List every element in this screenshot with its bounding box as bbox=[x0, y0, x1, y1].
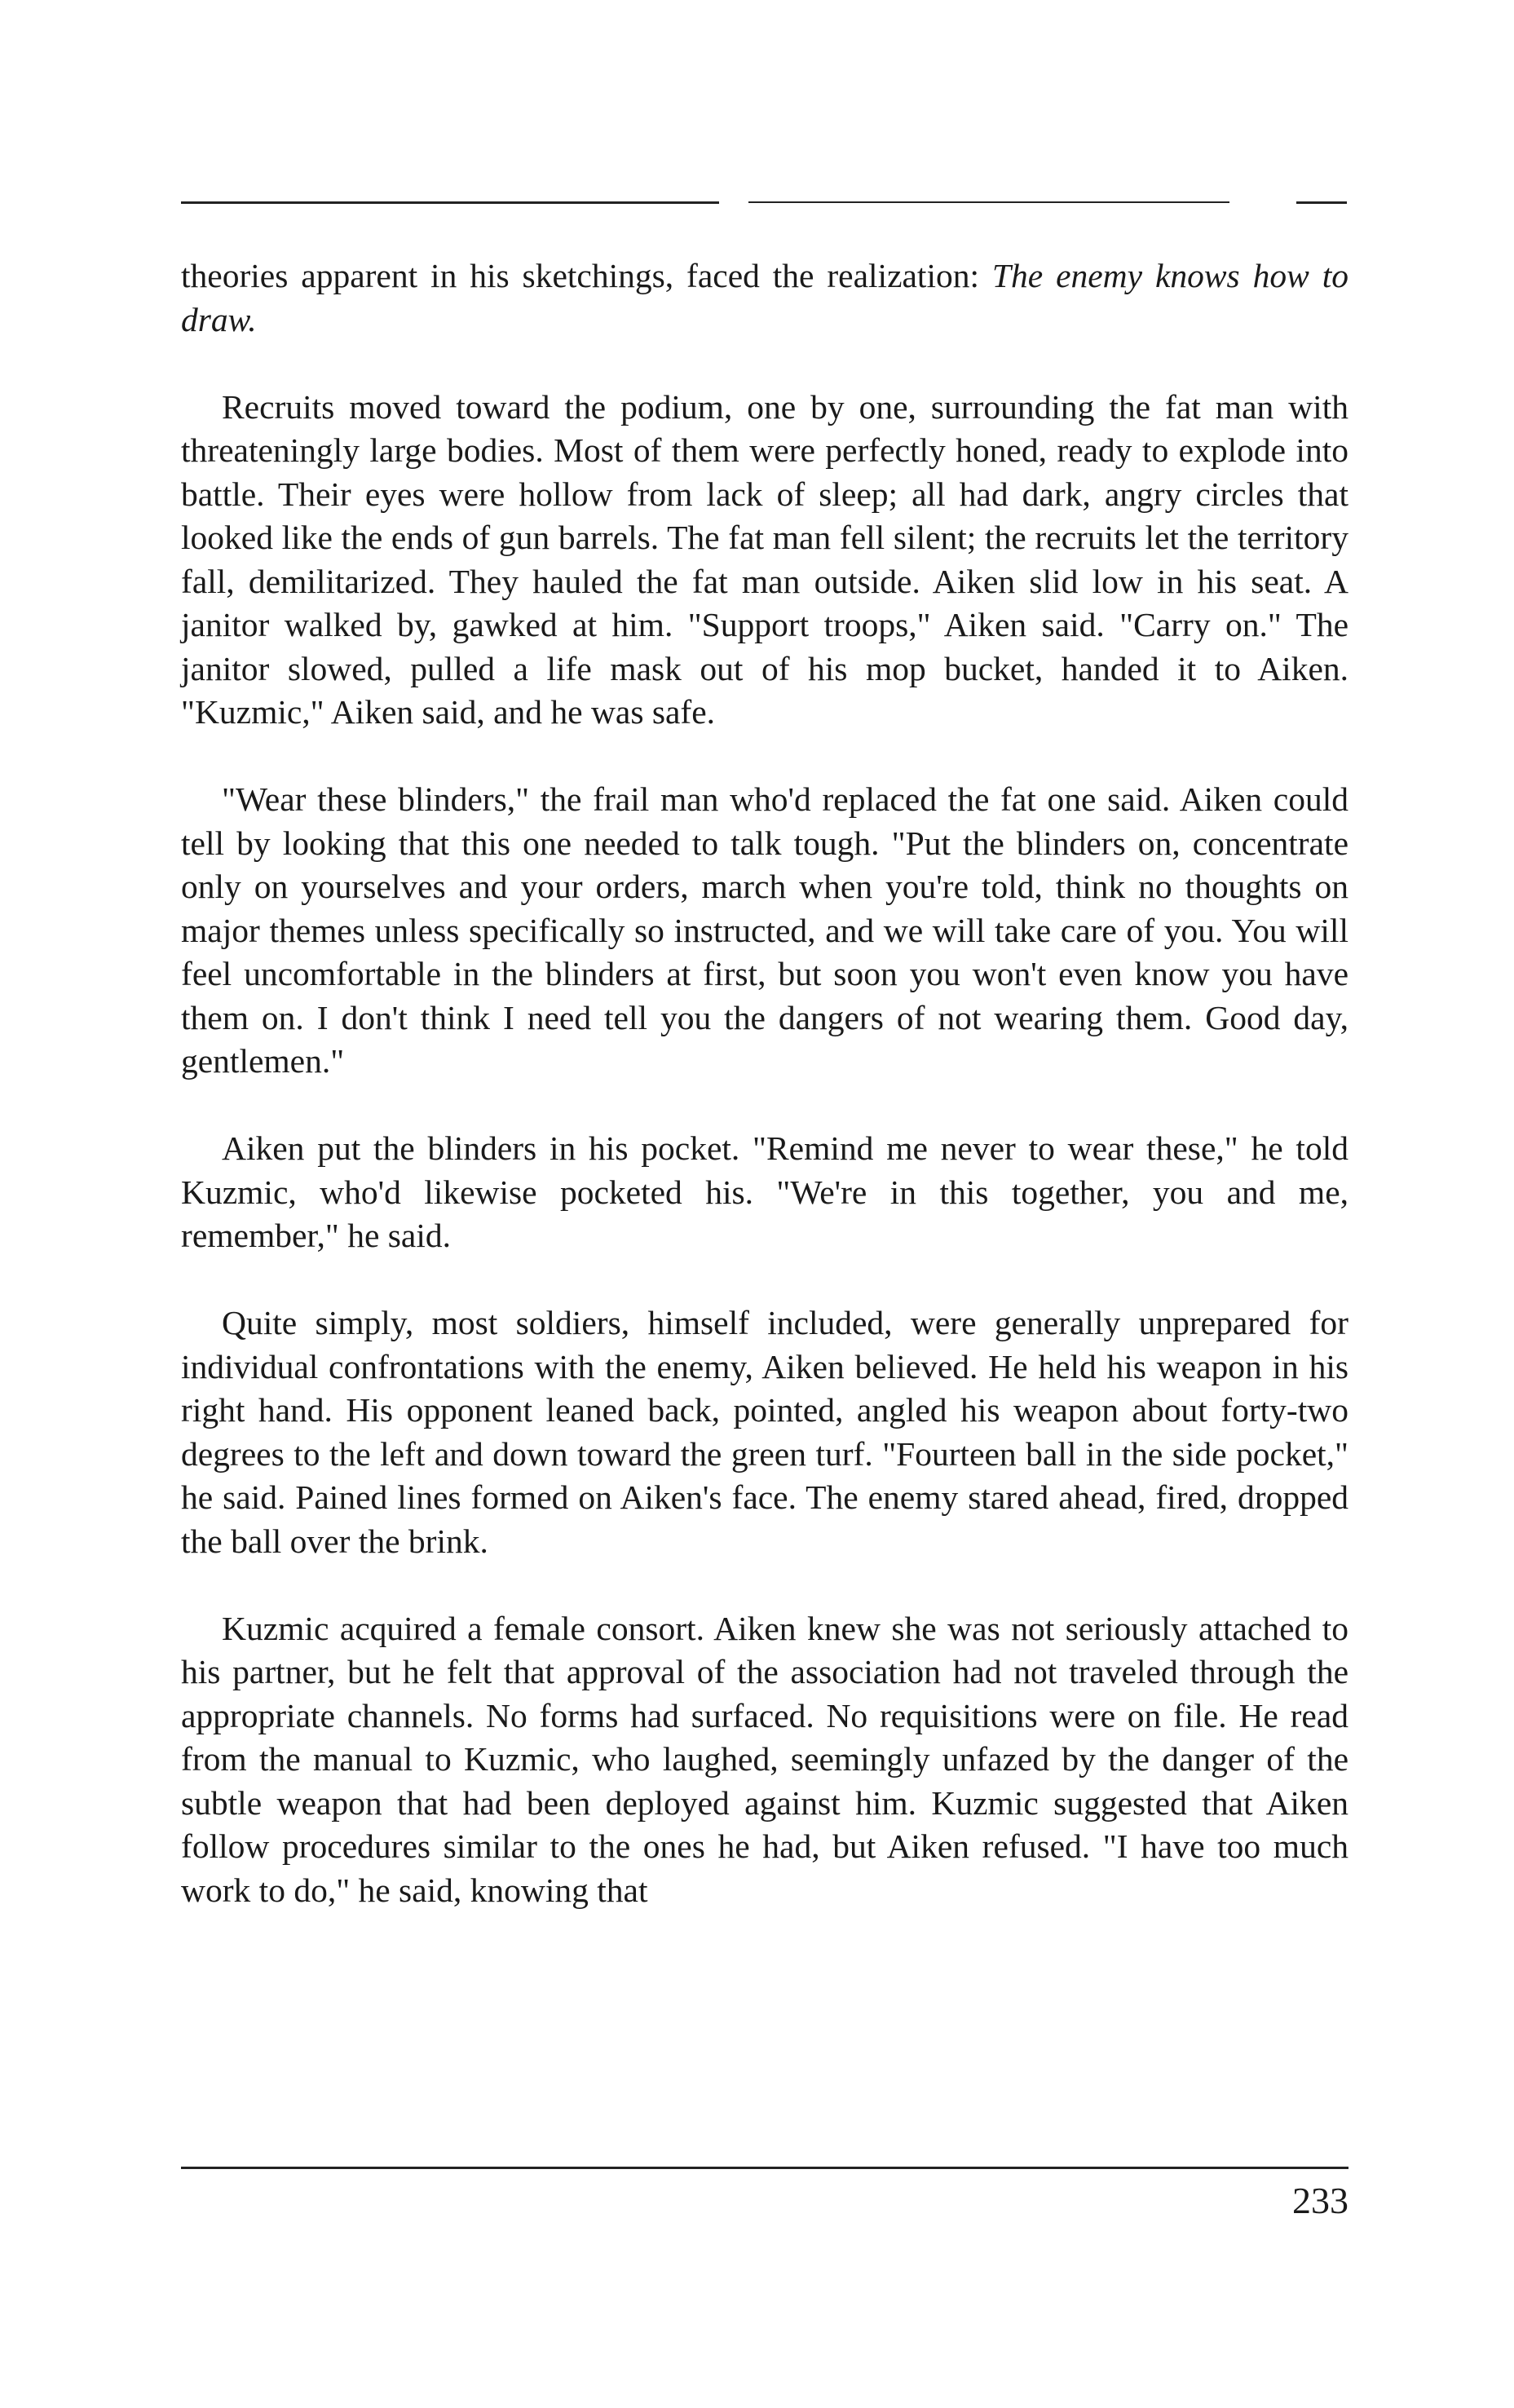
paragraph-1-italic: The enemy knows how to draw. bbox=[181, 257, 1348, 338]
footer-rule bbox=[181, 2167, 1348, 2169]
header-rule-right bbox=[1296, 201, 1347, 204]
body-text bbox=[181, 254, 1348, 1912]
paragraph-1 bbox=[181, 254, 1348, 342]
paragraph-4: Aiken put the blinders in his pocket. "Remind me never to wear these," he told Kuzmic, who'd likewise pocketed his. "We're in this together, you and me, remember," he said. bbox=[181, 1129, 1348, 1254]
paragraph-5: Quite simply, most soldiers, himself included, were generally unprepared for individual confrontations with the enemy, Aiken believed. He held his weapon in his right hand. His opponent leaned back, pointed, angled his weapon about forty-two degrees to the left and down toward the green turf. "Fourteen ball in the side pocket," he said. Pained lines formed on Aiken's face. The enemy stared ahead, fired, dropped the ball over the brink. bbox=[181, 1304, 1348, 1560]
paragraph-3: "Wear these blinders," the frail man who'd replaced the fat one said. Aiken could tell by looking that this one needed to talk tough. "Put the blinders on, concentrate only on yourselves and your orders, march when you're told, think no thoughts on major themes unless specifically so instructed, and we will take care of you. You will feel uncomfortable in the blinders at first, but soon you won't even know you have them on. I don't think I need tell you the dangers of not wearing them. Good day, gentlemen." bbox=[181, 780, 1348, 1080]
page-number: 233 bbox=[1292, 2180, 1348, 2221]
header-rule-middle bbox=[748, 201, 1229, 203]
paragraph-1-text: theories apparent in his sketchings, faced the realization: bbox=[181, 257, 992, 294]
header-rule-left bbox=[181, 201, 719, 204]
paragraph-6: Kuzmic acquired a female consort. Aiken knew she was not seriously attached to his partner, but he felt that approval of the association had not traveled through the appropriate channels. No forms had surfaced. No requisitions were on file. He read from the manual to Kuzmic, who laughed, seemingly unfazed by the danger of the subtle weapon that had been deployed against him. Kuzmic suggested that Aiken follow procedures similar to the ones he had, but Aiken refused. "I have too much work to do," he said, knowing that bbox=[181, 1609, 1348, 1909]
paragraph-2: Recruits moved toward the podium, one by one, surrounding the fat man with threateningly large bodies. Most of them were perfectly honed, ready to explode into battle. Their eyes were hollow from lack of sleep; all had dark, angry circles that looked like the ends of gun barrels. The fat man fell silent; the recruits let the territory fall, demilitarized. They hauled the fat man outside. Aiken slid low in his seat. A janitor walked by, gawked at him. "Support troops," Aiken said. "Carry on." The janitor slowed, pulled a life mask out of his mop bucket, handed it to Aiken. "Kuzmic," Aiken said, and he was safe. bbox=[181, 387, 1348, 731]
